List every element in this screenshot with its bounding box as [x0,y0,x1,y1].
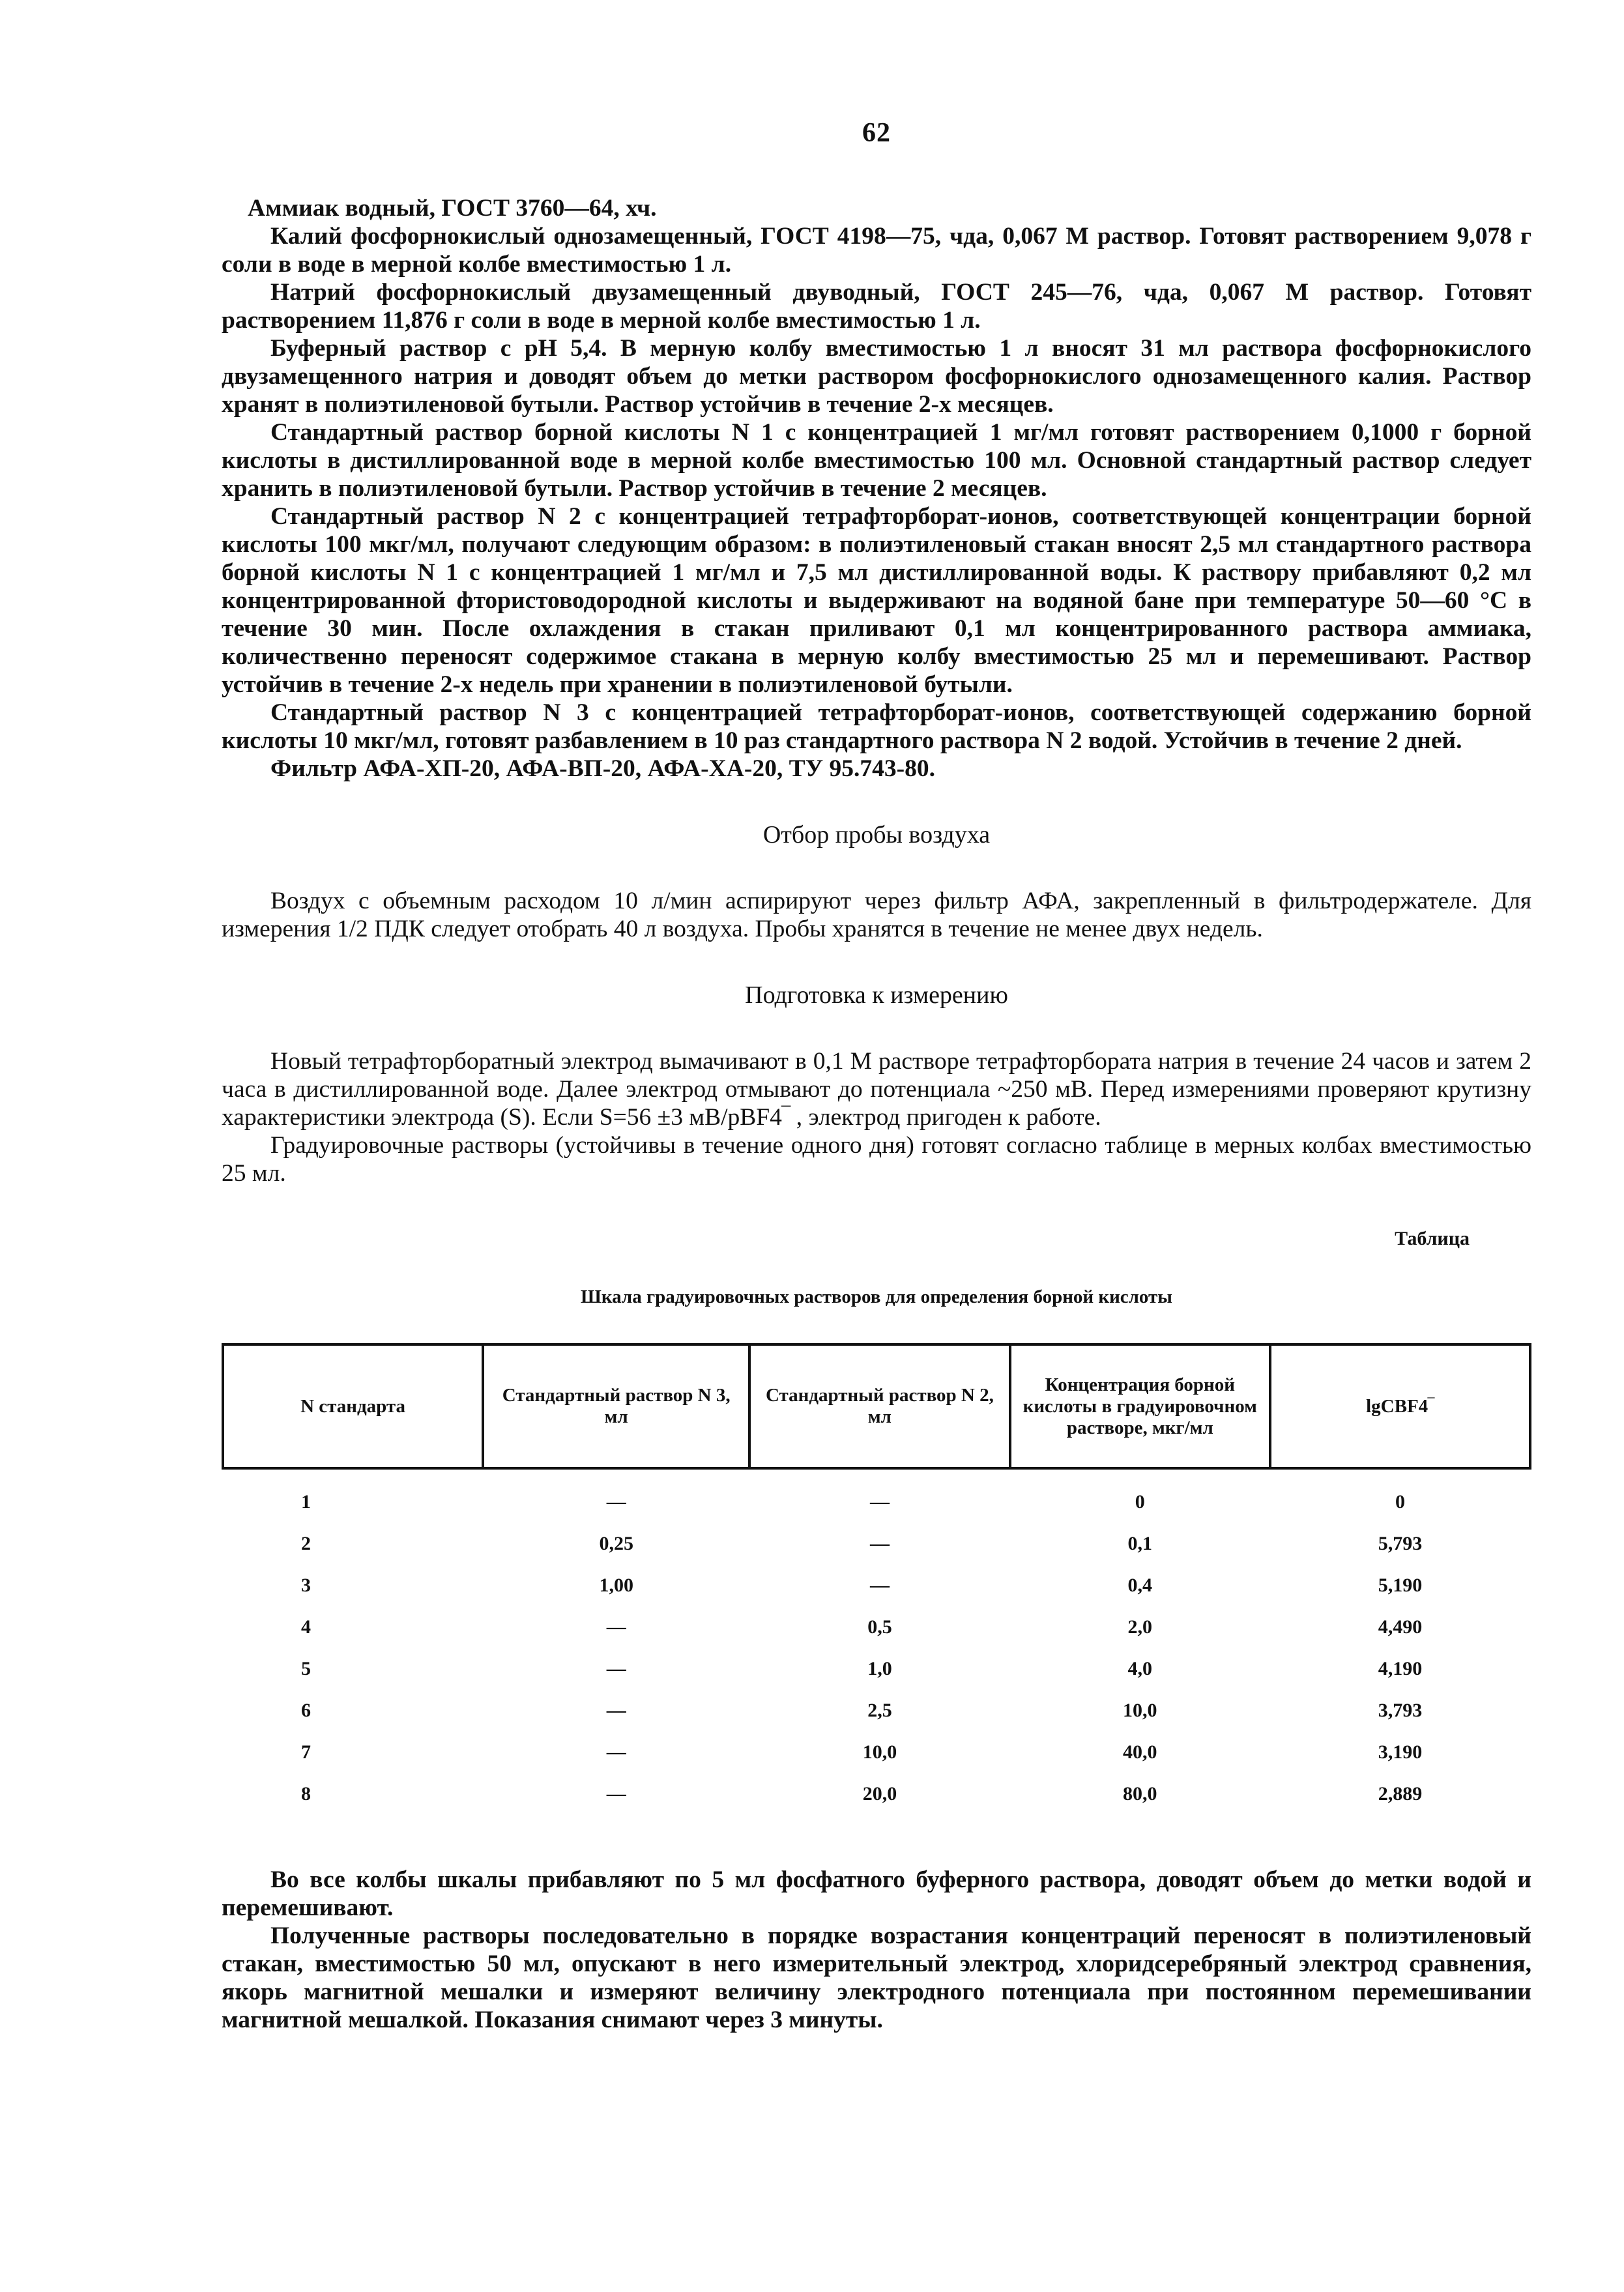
table-row [223,1732,1530,1773]
paragraph-standard-solution-2: Стандартный раствор N 2 с концентрацией тетрафторборат-ионов, соответствующей концентрации борной кислоты 100 мкг/мл, получают следующим образом: в полиэтиленовый стакан вносят 2,5 мл стандартного раствора борной кислоты N 1 с концентрацией 1 мг/мл и 7,5 мл дистиллированной воды. К раствору прибавляют 0,2 мл концентрированной фтористоводородной кислоты и выдерживают на водяной бане при температуре 50—60 °С в течение 30 мин. После охлаждения в стакан приливают 0,1 мл концентрированного раствора аммиака, количественно переносят содержимое стакана в мерную колбу вместимостью 25 мл и перемешивают. Раствор устойчив в течение 2-х недель при хранении в полиэтиленовой бутыли. [222,503,1531,698]
cell-solution-2-volume: 0,5 [867,1616,892,1638]
table-row [223,1468,1530,1523]
paragraph-potassium-phosphate: Калий фосфорнокислый однозамещенный, ГОСТ 4198—75, чда, 0,067 М раствор. Готовят растворением 9,078 г соли в воде в мерной колбе вместимостью 1 л. [222,223,1531,278]
document-page [222,117,1531,2034]
cell-solution-3-volume: 1,00 [599,1574,633,1596]
cell-log-value: 2,889 [1378,1783,1423,1805]
cell-concentration: 80,0 [1123,1783,1157,1805]
table-row [223,1773,1530,1815]
cell-concentration: 40,0 [1123,1741,1157,1763]
preparation-heading: Подготовка к измерению [745,981,1008,1009]
paragraph-sodium-phosphate: Натрий фосфорнокислый двузамещенный двуводный, ГОСТ 245—76, чда, 0,067 М раствор. Готовят растворением 11,876 г соли в воде в мерной колбе вместимостью 1 л. [222,279,1531,334]
header-standard-number: N стандарта [223,1344,483,1468]
cell-standard-number: 3 [301,1574,311,1596]
table-row [223,1690,1530,1732]
cell-solution-2-volume: — [869,1533,890,1554]
header-solution-2-volume: Стандартный раствор N 2, мл [749,1344,1009,1468]
cell-log-value: 5,793 [1378,1533,1423,1554]
cell-log-value: 3,190 [1378,1741,1423,1763]
cell-solution-2-volume: 1,0 [867,1658,892,1679]
cell-solution-2-volume: 2,5 [867,1700,892,1721]
cell-solution-3-volume: — [606,1616,626,1638]
paragraph-standard-solution-3: Стандартный раствор N 3 с концентрацией тетрафторборат-ионов, соответствующей содержанию борной кислоты 10 мкг/мл, готовят разбавлением в 10 раз стандартного раствора N 2 водой. Устойчив в течение 2 дней. [222,699,1531,754]
cell-solution-3-volume: — [606,1783,626,1805]
cell-standard-number: 1 [301,1491,311,1513]
cell-standard-number: 7 [301,1741,311,1763]
cell-solution-2-volume: 10,0 [862,1741,897,1763]
cell-standard-number: 2 [301,1533,311,1554]
paragraph-measurement-procedure: Полученные растворы последовательно в порядке возрастания концентраций переносят в полиэтиленовый стакан, вместимостью 50 мл, опускают в него измерительный электрод, хлоридсеребряный электрод сравнения, якорь магнитной мешалки и измеряют величину электродного потенциала при постоянном перемешивании магнитной мешалкой. Показания снимают через 3 минуты. [222,1922,1531,2033]
preparation-paragraph-solutions: Градуировочные растворы (устойчивы в течение одного дня) готовят согласно таблице в мерных колбах вместимостью 25 мл. [222,1132,1531,1187]
cell-concentration: 0,4 [1127,1574,1153,1596]
reagents-section [222,194,1531,783]
table-row [223,1648,1530,1690]
table-title: Шкала градуировочных растворов для определения борной кислоты [581,1286,1172,1307]
cell-solution-3-volume: — [606,1741,626,1763]
cell-concentration: 10,0 [1123,1700,1157,1721]
table-label: Таблица [1395,1228,1470,1249]
paragraph-standard-solution-1: Стандартный раствор борной кислоты N 1 с концентрацией 1 мг/мл готовят растворением 0,1000 г борной кислоты в дистиллированной воде в мерной колбе вместимостью 100 мл. Основной стандартный раствор следует хранить в полиэтиленовой бутыли. Раствор устойчив в течение 2 месяцев. [222,419,1531,502]
paragraph-buffer-addition: Во все колбы шкалы прибавляют по 5 мл фосфатного буферного раствора, доводят объем до метки водой и перемешивают. [222,1866,1531,1921]
cell-log-value: 5,190 [1378,1574,1423,1596]
paragraph-buffer-solution: Буферный раствор с рН 5,4. В мерную колбу вместимостью 1 л вносят 31 мл раствора фосфорнокислого двузамещенного натрия и доводят объем до метки раствором фосфорнокислого однозамещенного калия. Раствор хранят в полиэтиленовой бутыли. Раствор устойчив в течение 2-х месяцев. [222,335,1531,418]
sampling-heading: Отбор пробы воздуха [762,821,991,849]
sampling-paragraph: Воздух с объемным расходом 10 л/мин аспирируют через фильтр АФА, закрепленный в фильтродержателе. Для измерения 1/2 ПДК следует отобрать 40 л воздуха. Пробы хранятся в течение не менее двух недель. [222,888,1531,942]
header-boric-acid-concentration: Концентрация борной кислоты в градуировочном растворе, мкг/мл [1010,1344,1270,1468]
header-log-concentration: lgCBF4‾ [1270,1344,1530,1468]
cell-log-value: 3,793 [1378,1700,1423,1721]
table-row [223,1565,1530,1606]
header-solution-3-volume: Стандартный раствор N 3, мл [483,1344,749,1468]
cell-solution-3-volume: 0,25 [599,1533,633,1554]
cell-solution-2-volume: — [869,1491,890,1513]
cell-solution-3-volume: — [606,1491,626,1513]
table-row [223,1523,1530,1565]
cell-log-value: 4,190 [1378,1658,1423,1679]
cell-standard-number: 5 [301,1658,311,1679]
cell-standard-number: 4 [301,1616,311,1638]
measurement-section [222,1866,1531,2034]
paragraph-filter: Фильтр АФА-ХП-20, АФА-ВП-20, АФА-ХА-20, ТУ 95.743-80. [270,755,935,782]
cell-standard-number: 8 [301,1783,311,1805]
page-number: 62 [862,118,891,148]
cell-solution-3-volume: — [606,1700,626,1721]
table-row [223,1606,1530,1648]
cell-solution-3-volume: — [606,1658,626,1679]
cell-concentration: 0,1 [1127,1533,1153,1554]
preparation-paragraph-electrode: Новый тетрафторборатный электрод вымачивают в 0,1 М растворе тетрафторбората натрия в течение 24 часов и затем 2 часа в дистиллированной воде. Далее электрод отмывают до потенциала ~250 мВ. Перед измерениями проверяют крутизну характеристики электрода (S). Если S=56 ±3 мВ/рВF4‾ , электрод пригоден к работе. [222,1048,1531,1131]
cell-concentration: 0 [1135,1491,1145,1513]
paragraph-ammonia: Аммиак водный, ГОСТ 3760—64, хч. [248,195,657,222]
cell-log-value: 4,490 [1378,1616,1423,1638]
table-header-row [223,1344,1530,1468]
cell-log-value: 0 [1395,1491,1405,1513]
calibration-table [222,1343,1531,1815]
cell-solution-2-volume: 20,0 [862,1783,897,1805]
cell-standard-number: 6 [301,1700,311,1721]
cell-concentration: 4,0 [1127,1658,1153,1679]
cell-solution-2-volume: — [869,1574,890,1596]
cell-concentration: 2,0 [1127,1616,1153,1638]
